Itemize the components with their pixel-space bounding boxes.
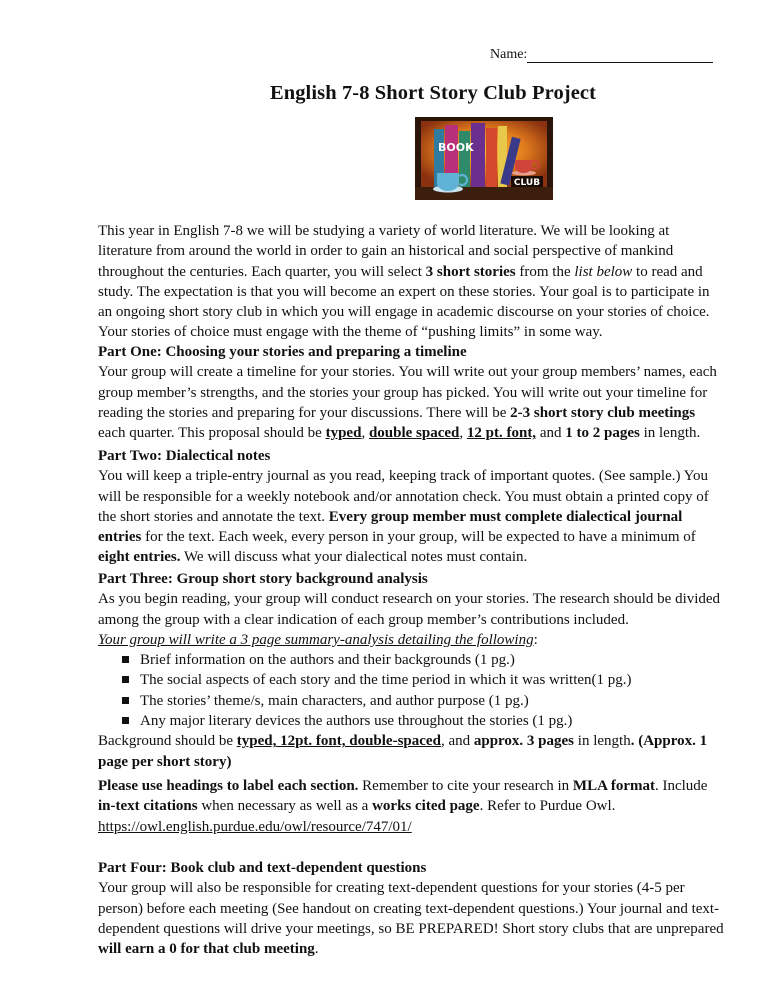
citation-paragraph: Please use headings to label each section. Remember to cite your research in MLA format. Include in-text citations when necessary as well as a works cited page. Refer to Purdue Owl. https://owl.english.purdue.edu/owl/resource/747/01/ xyxy=(98,778,708,835)
part-two-section: Part Two: Dialectical notes You will keep a triple-entry journal as you read, keeping track of important quotes. (See sample.) You will be responsible for a weekly notebook and/or annotation check. You must obtain a printed copy of the short stories and annotate the text. Every group member must complete dialectical journal entries for the text. Each week, every person in your group, will be expected to have a minimum of eight entries. We will discuss what your dialectical notes must contain. xyxy=(98,448,709,566)
name-field xyxy=(490,47,713,63)
page-title: English 7-8 Short Story Club Project xyxy=(269,82,597,104)
part-one-section: Part One: Choosing your stories and preparing a timeline Your group will create a timeline for your stories. You will write out your group members’ names, each group member’s strengths, and the stories your group has picked. You will write out your timeline for reading the stories and preparing for your discussions. There will be 2-3 short story club meetings each quarter. This proposal should be typed, double spaced, 12 pt. font, and 1 to 2 pages in length. xyxy=(98,344,717,442)
name-blank-line xyxy=(527,48,713,63)
list-item: Any major literary devices the authors use throughout the stories (1 pg.) xyxy=(98,711,724,731)
list-item: The stories’ theme/s, main characters, and author purpose (1 pg.) xyxy=(98,691,724,711)
part-three-section: Part Three: Group short story background analysis As you begin reading, your group will conduct research on your stories. The research should be divided among the group with a clear indication of each group member’s contributions included. Your group will write a 3 page summary-analysis detailing the following: Brief information on the authors and their backgrounds (1 pg.) The social aspects of each story and the time period in which it was written(1 pg.) The stories’ theme/s, main characters, and author purpose (1 pg.) Any major literary devices the authors use throughout the stories (1 pg.) Background should be typed, 12pt. font, double-spaced, and approx. 3 pages in length. (Approx. 1 page per short story) xyxy=(98,569,724,772)
book-club-logo xyxy=(415,117,553,200)
analysis-bullet-list xyxy=(98,650,724,731)
purdue-owl-link[interactable]: https://owl.english.purdue.edu/owl/resource/747/01/ xyxy=(98,818,412,835)
part-four-section: Part Four: Book club and text-dependent questions Your group will also be responsible for creating text-dependent questions for your stories (4-5 per person) before each meeting (See handout on creating text-dependent questions.) Your journal and text-dependent questions will drive your meetings, so BE PREPARED! Short story clubs that are unprepared will earn a 0 for that club meeting. xyxy=(98,860,724,958)
name-label: Name: xyxy=(490,47,528,62)
part-one-heading: Part One: Choosing your stories and preparing a timeline xyxy=(98,344,467,360)
list-item: Brief information on the authors and their backgrounds (1 pg.) xyxy=(98,650,724,670)
part-four-heading: Part Four: Book club and text-dependent questions xyxy=(98,860,427,876)
intro-paragraph: This year in English 7-8 we will be studying a variety of world literature. We will be looking at literature from around the world in order to gain an historical and social perspective of mankind throughout the centuries. Each quarter, you will select 3 short stories from the list below to read and study. The expectation is that you will become an expert on these stories. Your goal is to participate in an ongoing short story club in which you will engage in academic discourse on your stories of choice. Your stories of choice must engage with the theme of “pushing limits” in some way. xyxy=(98,223,710,341)
part-three-heading: Part Three: Group short story background analysis xyxy=(98,571,428,587)
logo-club-text: CLUB xyxy=(513,178,541,188)
part-two-heading: Part Two: Dialectical notes xyxy=(98,448,271,464)
list-item: The social aspects of each story and the time period in which it was written(1 pg.) xyxy=(98,670,724,690)
logo-letter-b: BOOK xyxy=(438,141,474,154)
